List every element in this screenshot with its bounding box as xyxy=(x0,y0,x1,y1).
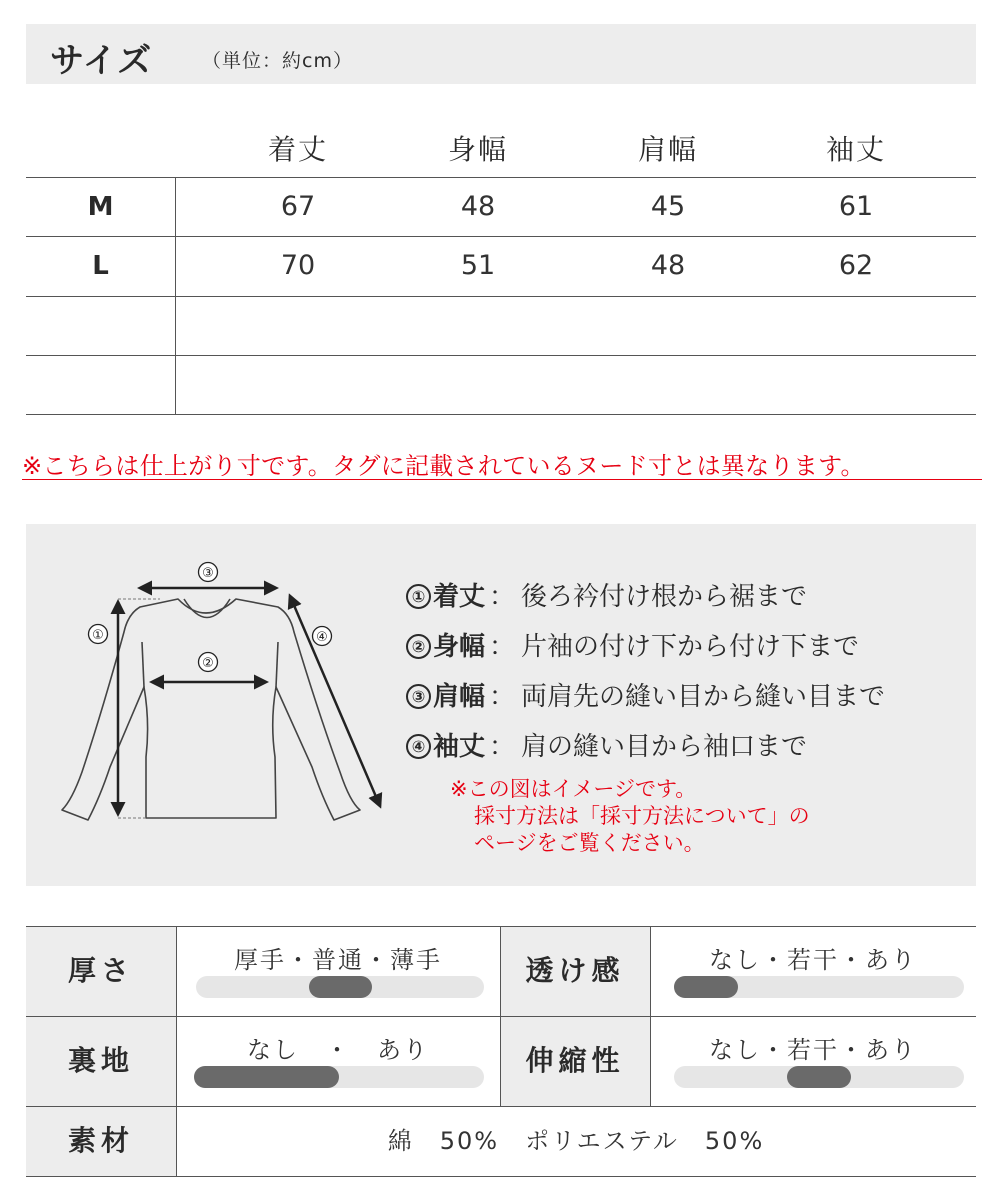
size-table xyxy=(26,116,976,416)
image-disclaimer-line: 採寸方法は「採寸方法について」の xyxy=(474,804,810,828)
stretch-indicator xyxy=(787,1066,851,1088)
legend-desc: 肩の縫い目から袖口まで xyxy=(521,732,808,762)
legend-term: 身幅 xyxy=(433,632,486,662)
label-thickness: 厚さ xyxy=(26,926,176,1016)
sheerness-scale xyxy=(674,976,964,998)
size-label xyxy=(26,356,176,414)
column-header-width: 身幅 xyxy=(447,133,508,166)
image-disclaimer-line: ※この図はイメージです。 xyxy=(450,777,697,801)
sheerness-indicator xyxy=(674,976,738,998)
marker-4: ④ xyxy=(316,630,328,645)
legend-item-length xyxy=(406,576,807,616)
size-table-header xyxy=(26,116,976,178)
image-disclaimer xyxy=(450,776,810,857)
stretch-options: なし・若干・あり xyxy=(709,1036,917,1064)
section-header xyxy=(26,24,976,84)
legend-marker: ④ xyxy=(406,734,431,759)
size-value: 61 xyxy=(838,191,874,222)
lining-indicator xyxy=(194,1066,339,1088)
size-label: M xyxy=(26,178,176,237)
legend-colon: ： xyxy=(489,732,516,762)
legend-term: 肩幅 xyxy=(433,682,486,712)
label-stretch: 伸縮性 xyxy=(500,1016,650,1106)
legend-desc: 後ろ衿付け根から裾まで xyxy=(521,582,808,612)
marker-1: ① xyxy=(92,628,104,643)
legend-colon: ： xyxy=(489,682,516,712)
label-sheerness: 透け感 xyxy=(500,926,650,1016)
legend-marker: ① xyxy=(406,584,431,609)
marker-3: ③ xyxy=(202,566,214,581)
label-material: 素材 xyxy=(26,1106,176,1176)
lining-options: なし ・ あり xyxy=(247,1036,429,1064)
section-title: サイズ xyxy=(50,41,153,81)
unit-note: （単位：約cm） xyxy=(202,50,353,72)
size-row-m xyxy=(26,177,976,237)
label-lining: 裏地 xyxy=(26,1016,176,1106)
legend-term: 着丈 xyxy=(433,582,486,612)
stretch-scale xyxy=(674,1066,964,1088)
legend-marker: ② xyxy=(406,634,431,659)
legend-colon: ： xyxy=(489,632,516,662)
sleeve-arrow xyxy=(290,596,380,806)
size-row-empty xyxy=(26,296,976,356)
legend-term: 袖丈 xyxy=(433,732,486,762)
finished-size-notice: ※こちらは仕上がり寸です。タグに記載されているヌード寸とは異なります。 xyxy=(22,446,982,480)
column-header-sleeve: 袖丈 xyxy=(825,133,886,166)
size-label: L xyxy=(26,237,176,296)
size-label xyxy=(26,297,176,356)
size-row-l xyxy=(26,236,976,296)
marker-2: ② xyxy=(202,656,214,671)
size-row-empty xyxy=(26,355,976,415)
garment-diagram xyxy=(50,552,390,852)
legend-item-shoulder xyxy=(406,676,885,716)
legend-desc: 両肩先の縫い目から縫い目まで xyxy=(521,682,886,712)
sheerness-options: なし・若干・あり xyxy=(709,946,917,974)
legend-item-sleeve xyxy=(406,726,807,766)
fabric-attributes-table xyxy=(26,926,976,1176)
legend-desc: 片袖の付け下から付け下まで xyxy=(521,632,860,662)
size-value: 67 xyxy=(280,191,316,222)
image-disclaimer-line: ページをご覧ください。 xyxy=(474,831,705,855)
material-value: 綿 50% ポリエステル 50% xyxy=(387,1127,765,1155)
size-value: 70 xyxy=(280,250,316,281)
thickness-indicator xyxy=(309,976,372,998)
thickness-options: 厚手・普通・薄手 xyxy=(234,946,442,974)
measurement-guide-panel xyxy=(26,524,976,886)
column-header-shoulder: 肩幅 xyxy=(637,133,698,166)
size-value: 45 xyxy=(650,191,686,222)
legend-colon: ： xyxy=(489,582,516,612)
legend-marker: ③ xyxy=(406,684,431,709)
column-header-length: 着丈 xyxy=(267,133,328,166)
size-value: 48 xyxy=(460,191,496,222)
size-value: 62 xyxy=(838,250,874,281)
lining-scale xyxy=(194,1066,484,1088)
size-value: 48 xyxy=(650,250,686,281)
size-value: 51 xyxy=(460,250,496,281)
legend-item-width xyxy=(406,626,859,666)
thickness-scale xyxy=(196,976,484,998)
